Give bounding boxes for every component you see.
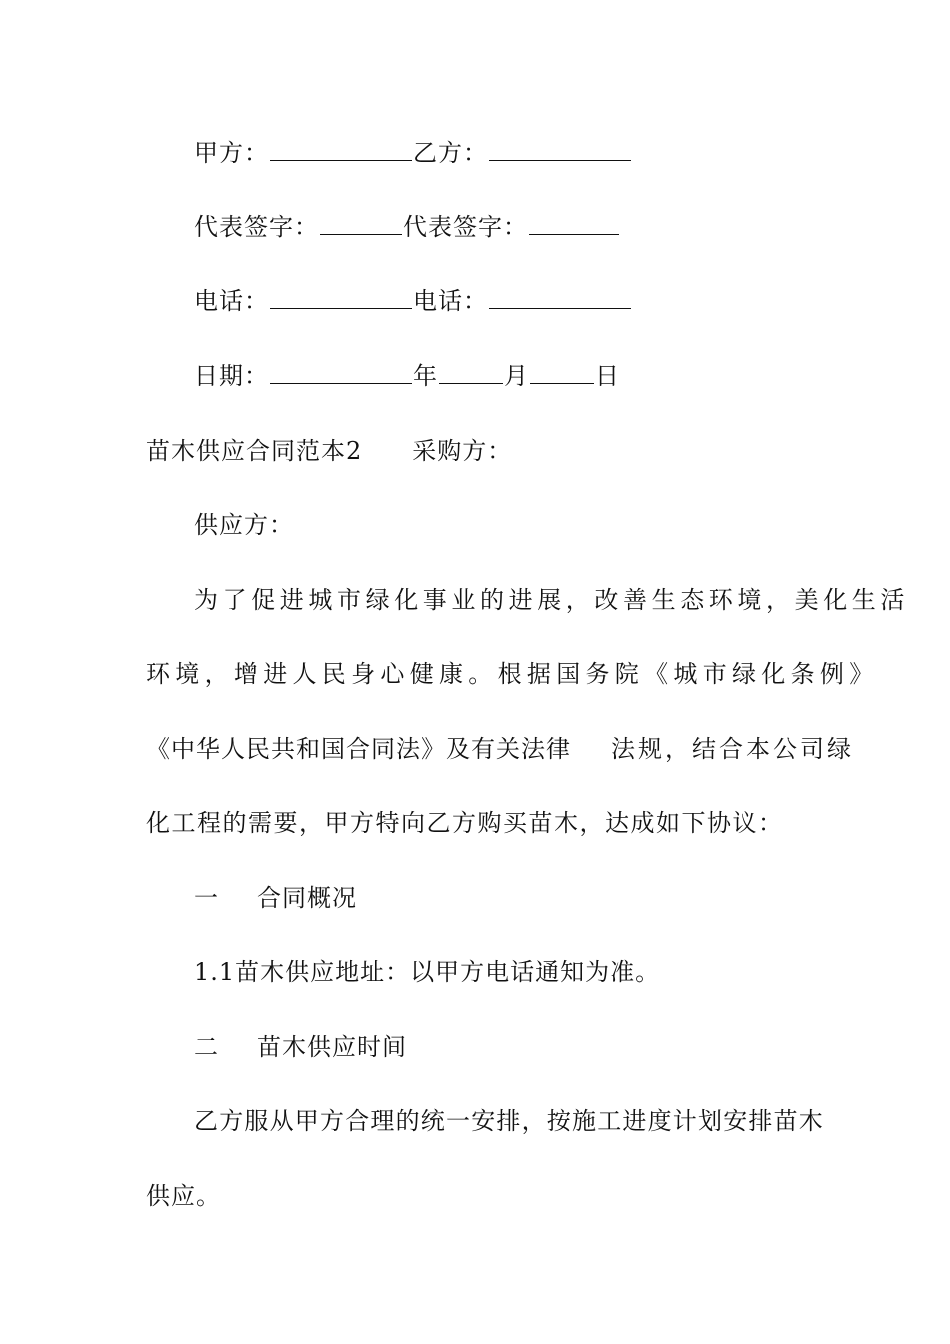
- intro-text-4: 化工程的需要，甲方特向乙方购买苗木，达成如下协议：: [146, 809, 784, 837]
- party-b-blank: [489, 138, 631, 161]
- section-2-paragraph-line-2: [146, 1181, 221, 1211]
- phone-b-blank: [489, 286, 631, 309]
- phone-b-label: 电话：: [413, 287, 488, 315]
- party-a-label: 甲方：: [194, 139, 269, 167]
- contract-title: 苗木供应合同范本2: [146, 437, 363, 465]
- supplier-line: [194, 510, 294, 540]
- date-day-blank: [530, 361, 594, 384]
- date-month-blank: [439, 361, 503, 384]
- date-label: 日期：: [194, 362, 269, 390]
- section-2-text-2: 供应。: [146, 1182, 221, 1210]
- rep-b-blank: [529, 212, 619, 235]
- section-1-heading: [194, 883, 357, 913]
- section-2-paragraph-line-1: [194, 1106, 824, 1136]
- section-2-number: 二: [194, 1033, 219, 1061]
- item-1-1: [194, 957, 660, 987]
- supplier-label: 供应方：: [194, 511, 294, 539]
- rep-a-blank: [320, 212, 402, 235]
- section-1-title: 合同概况: [257, 884, 357, 912]
- section-2-title: 苗木供应时间: [257, 1033, 407, 1061]
- intro-text-3b: 法规，结合本公司绿: [611, 735, 854, 763]
- month-label: 月: [504, 362, 529, 390]
- intro-text-1: 为了促进城市绿化事业的进展，改善生态环境，美化生活: [194, 586, 909, 614]
- contract-title-line: [146, 436, 512, 466]
- year-label: 年: [413, 362, 438, 390]
- intro-text-2: 环境，增进人民身心健康。根据国务院《城市绿化条例》: [146, 660, 879, 688]
- section-2-heading: [194, 1032, 407, 1062]
- day-label: 日: [595, 362, 620, 390]
- party-b-label: 乙方：: [413, 139, 488, 167]
- intro-text-3a: 《中华人民共和国合同法》及有关法律: [146, 735, 571, 763]
- rep-a-label: 代表签字：: [194, 213, 319, 241]
- buyer-label: 采购方：: [412, 437, 513, 465]
- party-a-blank: [270, 138, 412, 161]
- rep-b-label: 代表签字：: [403, 213, 528, 241]
- intro-paragraph-line-3: [146, 734, 854, 764]
- intro-paragraph-line-2: [146, 659, 879, 689]
- date-line: [194, 361, 620, 391]
- intro-paragraph-line-4: [146, 808, 784, 838]
- date-year-blank: [270, 361, 412, 384]
- representative-line: [194, 212, 620, 242]
- party-line: [194, 138, 632, 168]
- phone-line: [194, 286, 632, 316]
- phone-a-label: 电话：: [194, 287, 269, 315]
- intro-paragraph-line-1: [194, 585, 909, 615]
- section-1-number: 一: [194, 884, 219, 912]
- section-2-text-1: 乙方服从甲方合理的统一安排，按施工进度计划安排苗木: [194, 1107, 824, 1135]
- item-1-1-text: 1.1苗木供应地址：以甲方电话通知为准。: [194, 958, 661, 986]
- phone-a-blank: [270, 286, 412, 309]
